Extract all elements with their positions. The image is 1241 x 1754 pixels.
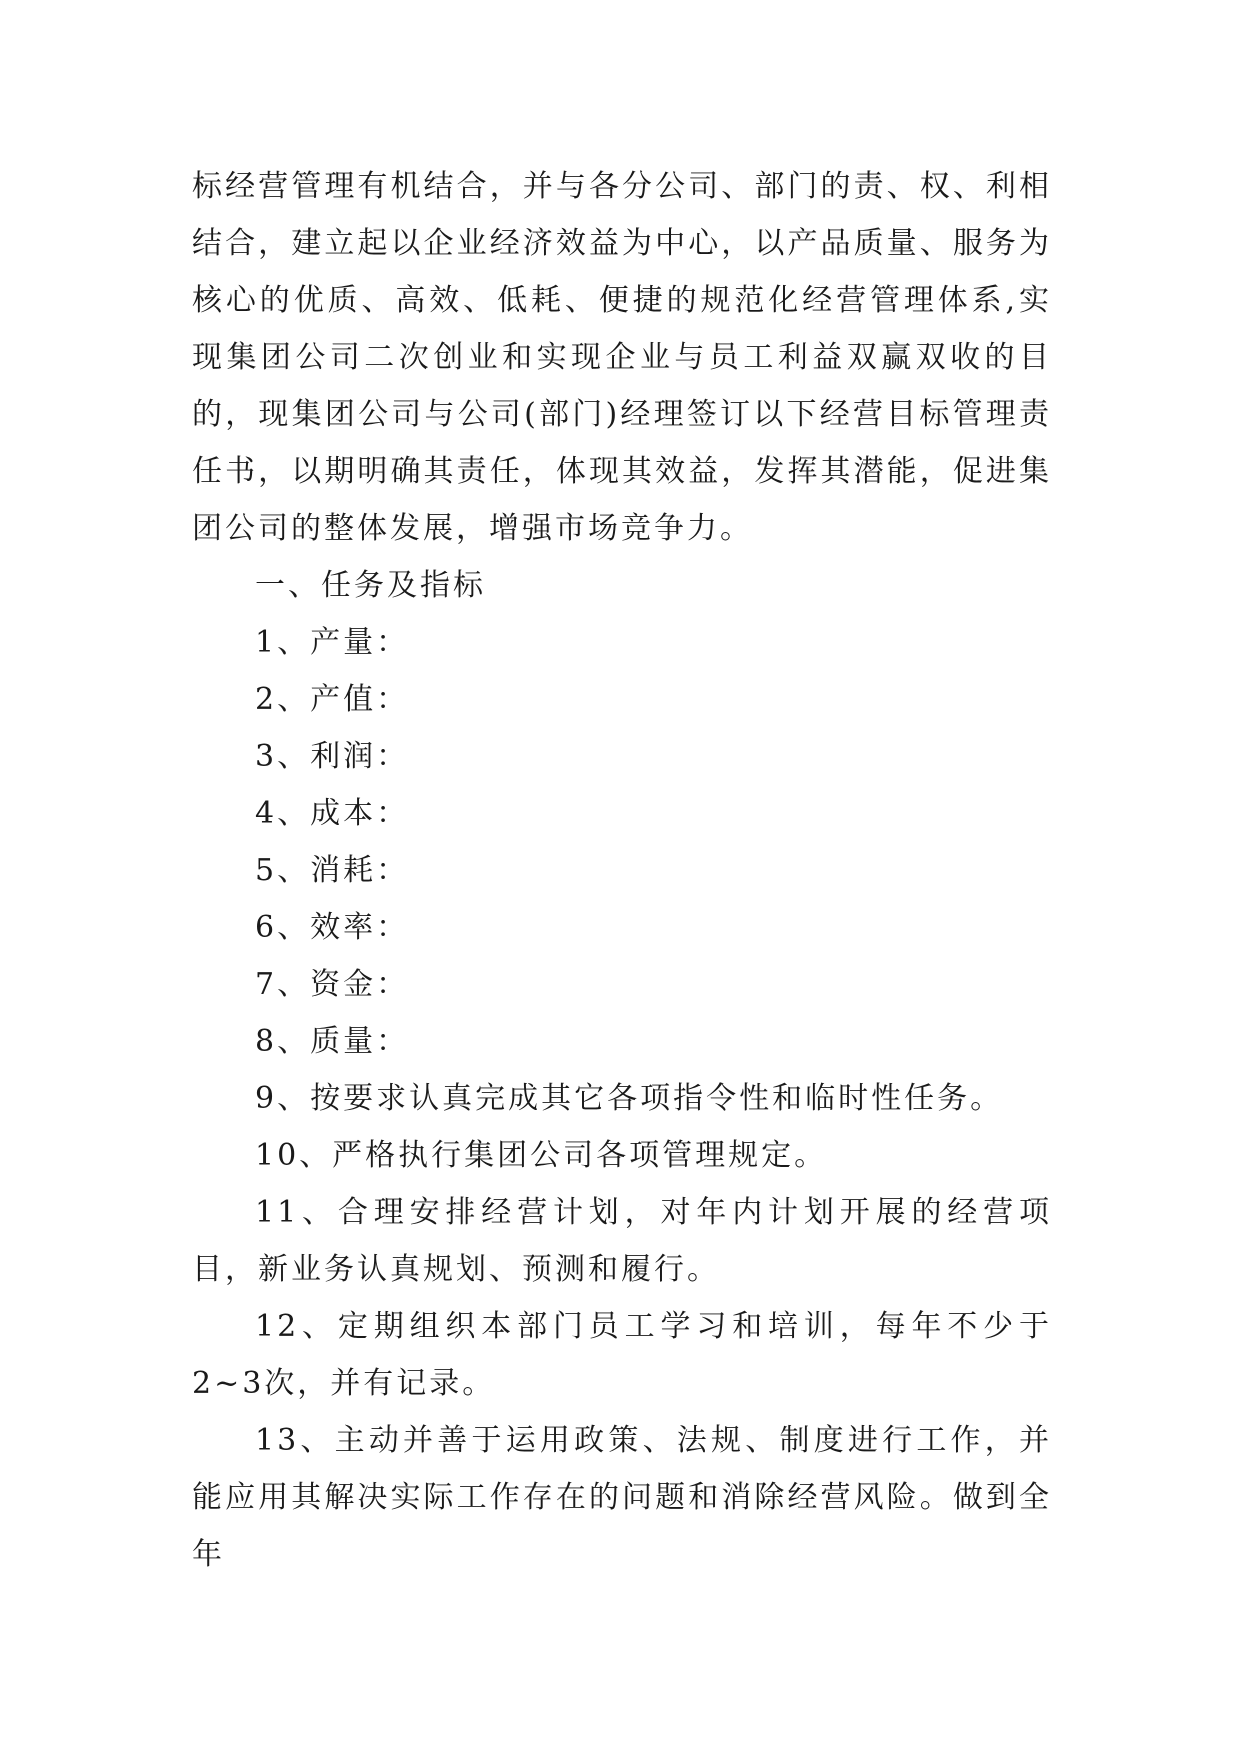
list-item: 3、利润：: [255, 739, 410, 774]
paragraph-12: 12、定期组织本部门员工学习和培训，每年不少于2~3次，并有记录。: [192, 1309, 1052, 1401]
list-item: 8、质量：: [255, 1024, 410, 1059]
section-heading: 一、任务及指标: [255, 568, 486, 603]
list-item: 6、效率：: [255, 910, 410, 945]
list-item: 9、按要求认真完成其它各项指令性和临时性任务。: [255, 1081, 1004, 1116]
list-item: 2、产值：: [255, 682, 410, 717]
document-body: [192, 158, 1052, 1583]
list-item: 7、资金：: [255, 967, 410, 1002]
list-item: 4、成本：: [255, 796, 410, 831]
paragraph-13: 13、主动并善于运用政策、法规、制度进行工作，并能应用其解决实际工作存在的问题和消除经营风险。做到全年: [192, 1423, 1052, 1572]
list-item: 5、消耗：: [255, 853, 410, 888]
intro-paragraph: 标经营管理有机结合，并与各分公司、部门的责、权、利相结合，建立起以企业经济效益为中心，以产品质量、服务为核心的优质、高效、低耗、便捷的规范化经营管理体系,实现集团公司二次创业和实现企业与员工利益双赢双收的目的，现集团公司与公司(部门)经理签订以下经营目标管理责任书，以期明确其责任，体现其效益，发挥其潜能，促进集团公司的整体发展，增强市场竞争力。: [192, 169, 1052, 546]
paragraph-11: 11、合理安排经营计划，对年内计划开展的经营项目，新业务认真规划、预测和履行。: [192, 1195, 1052, 1287]
list-item: 1、产量：: [255, 625, 410, 660]
list-item: 10、严格执行集团公司各项管理规定。: [255, 1138, 828, 1173]
